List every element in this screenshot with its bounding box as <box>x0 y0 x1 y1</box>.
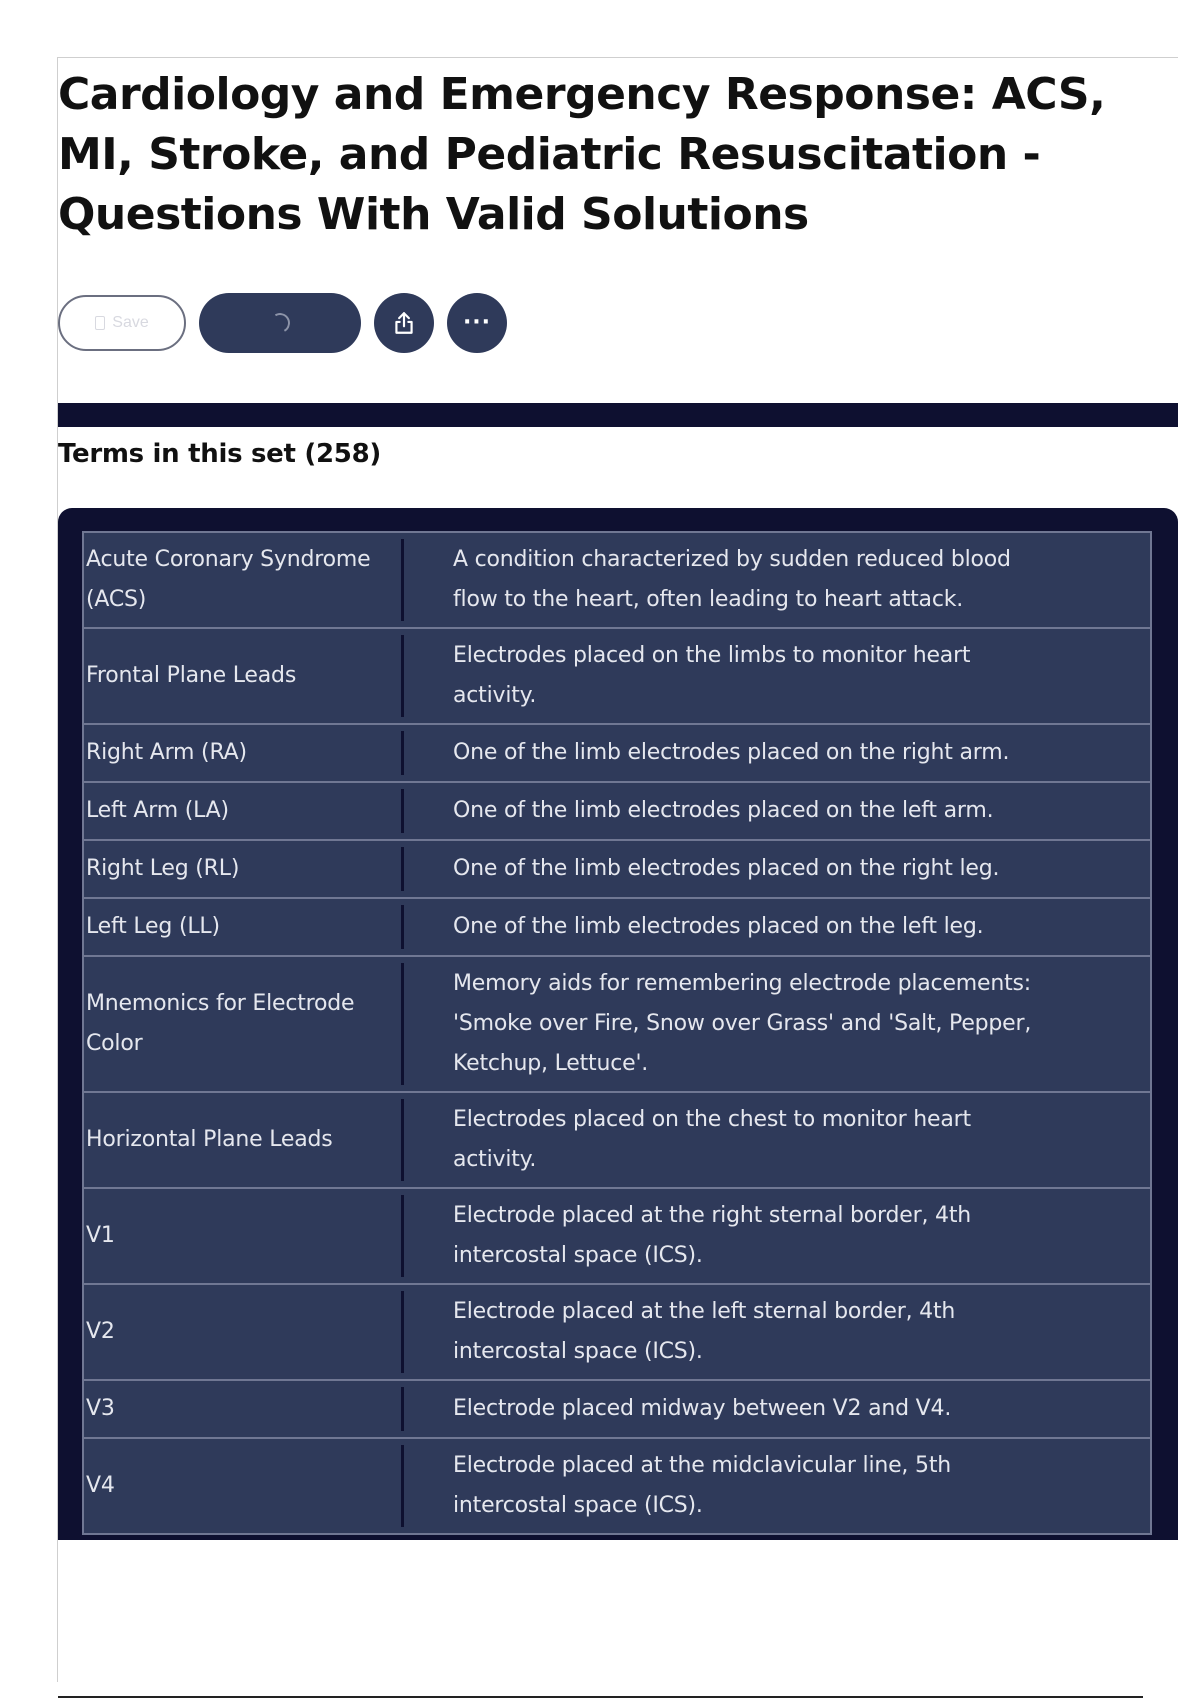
definition-text: Electrode placed at the right sternal border, 4th intercostal space (ICS). <box>453 1203 972 1268</box>
terms-heading: Terms in this set (258) <box>58 439 381 469</box>
more-options-button[interactable] <box>447 293 507 353</box>
term-text: Frontal Plane Leads <box>86 663 297 688</box>
page-title: Cardiology and Emergency Response: ACS, MI, Stroke, and Pediatric Resuscitation - Questions With Valid Solutions <box>58 69 1106 240</box>
term-text: Horizontal Plane Leads <box>86 1127 333 1152</box>
term-cell <box>83 898 404 956</box>
section-divider-bar <box>58 403 1178 427</box>
definition-cell <box>404 898 1151 956</box>
term-text: V1 <box>86 1223 115 1248</box>
spinner-icon <box>268 311 292 335</box>
definition-cell <box>404 532 1151 628</box>
table-row <box>83 840 1151 898</box>
term-cell <box>83 1188 404 1284</box>
bookmark-icon <box>95 316 105 330</box>
table-row <box>83 956 1151 1092</box>
definition-cell <box>404 1092 1151 1188</box>
definition-text: Electrodes placed on the chest to monitor heart activity. <box>453 1107 971 1172</box>
table-row <box>83 532 1151 628</box>
table-row <box>83 724 1151 782</box>
definition-text: Electrode placed at the left sternal border, 4th intercostal space (ICS). <box>453 1299 956 1364</box>
table-row <box>83 782 1151 840</box>
definition-text: Memory aids for remembering electrode placements: 'Smoke over Fire, Snow over Grass' and 'Salt, Pepper, Ketchup, Lettuce'. <box>453 971 1032 1076</box>
column-separator <box>401 1387 404 1431</box>
term-text: Right Leg (RL) <box>86 856 240 881</box>
term-cell <box>83 1438 404 1534</box>
definition-cell <box>404 628 1151 724</box>
column-separator <box>401 847 404 891</box>
study-set-page <box>57 57 1178 1682</box>
term-cell <box>83 782 404 840</box>
term-text: V3 <box>86 1396 115 1421</box>
column-separator <box>401 905 404 949</box>
table-row <box>83 1092 1151 1188</box>
definition-text: Electrode placed at the midclavicular line, 5th intercostal space (ICS). <box>453 1453 951 1518</box>
bottom-divider <box>58 1696 1143 1698</box>
table-row <box>83 1380 1151 1438</box>
term-text: V2 <box>86 1319 115 1344</box>
definition-cell <box>404 840 1151 898</box>
definition-text: One of the limb electrodes placed on the left arm. <box>453 798 994 823</box>
definition-cell <box>404 1380 1151 1438</box>
term-cell <box>83 956 404 1092</box>
column-separator <box>401 1195 404 1277</box>
definition-text: One of the limb electrodes placed on the right leg. <box>453 856 1000 881</box>
term-cell <box>83 628 404 724</box>
definition-text: One of the limb electrodes placed on the left leg. <box>453 914 984 939</box>
definition-cell <box>404 782 1151 840</box>
term-cell <box>83 724 404 782</box>
definition-cell <box>404 1438 1151 1534</box>
top-divider <box>58 57 1178 58</box>
term-text: Acute Coronary Syndrome (ACS) <box>86 547 371 612</box>
column-separator <box>401 789 404 833</box>
column-separator <box>401 539 404 621</box>
column-separator <box>401 1099 404 1181</box>
term-cell <box>83 1284 404 1380</box>
loading-button[interactable] <box>199 293 361 353</box>
term-text: Right Arm (RA) <box>86 740 247 765</box>
column-separator <box>401 731 404 775</box>
terms-card <box>58 508 1178 1540</box>
definition-cell <box>404 956 1151 1092</box>
share-button[interactable] <box>374 293 434 353</box>
term-text: V4 <box>86 1473 115 1498</box>
action-bar <box>58 293 507 353</box>
table-row <box>83 628 1151 724</box>
table-row <box>83 1438 1151 1534</box>
definition-text: A condition characterized by sudden reduced blood flow to the heart, often leading to heart attack. <box>453 547 1011 612</box>
term-text: Left Arm (LA) <box>86 798 229 823</box>
column-separator <box>401 1291 404 1373</box>
term-cell <box>83 1092 404 1188</box>
table-row <box>83 1188 1151 1284</box>
table-row <box>83 1284 1151 1380</box>
share-icon <box>391 310 417 336</box>
definition-cell <box>404 1284 1151 1380</box>
term-text: Mnemonics for Electrode Color <box>86 991 355 1056</box>
terms-table <box>82 531 1152 1535</box>
definition-text: One of the limb electrodes placed on the right arm. <box>453 740 1010 765</box>
definition-text: Electrode placed midway between V2 and V4. <box>453 1396 952 1421</box>
definition-text: Electrodes placed on the limbs to monitor heart activity. <box>453 643 971 708</box>
more-horizontal-icon: ··· <box>462 310 492 335</box>
save-button[interactable] <box>58 295 186 351</box>
term-cell <box>83 840 404 898</box>
column-separator <box>401 635 404 717</box>
term-cell <box>83 1380 404 1438</box>
definition-cell <box>404 1188 1151 1284</box>
term-text: Left Leg (LL) <box>86 914 220 939</box>
save-button-label: Save <box>112 314 149 331</box>
column-separator <box>401 1445 404 1527</box>
column-separator <box>401 963 404 1085</box>
term-cell <box>83 532 404 628</box>
definition-cell <box>404 724 1151 782</box>
table-row <box>83 898 1151 956</box>
